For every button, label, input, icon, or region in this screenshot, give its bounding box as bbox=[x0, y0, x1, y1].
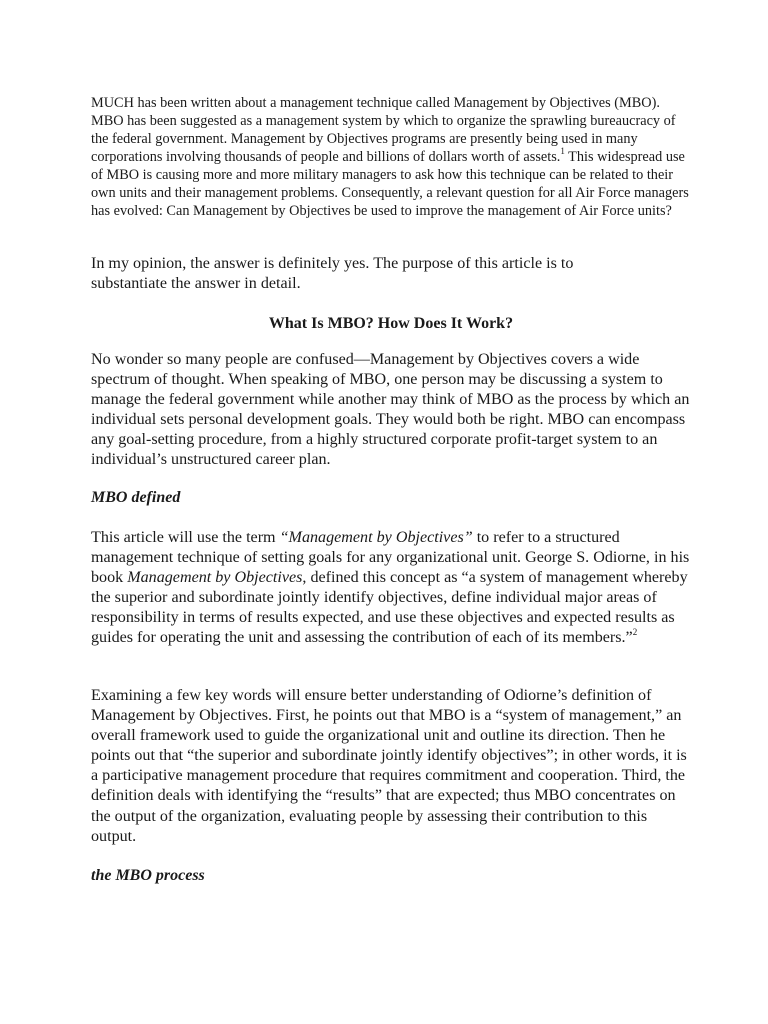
mbo-defined-heading: MBO defined bbox=[91, 489, 181, 506]
section-heading: What Is MBO? How Does It Work? bbox=[268, 315, 514, 332]
intro-paragraph bbox=[91, 94, 691, 220]
keywords-paragraph: Examining a few key words will ensure better understanding of Odiorne’s definition of Management by Objectives. First, he points out that MBO is a “system of management,” an overall framework used to guide the organizational unit and outline its direction. Then he points out that “the superior and subordinate jointly identify objectives”; in other words, it is a participative management procedure that requires commitment and cooperation. Third, the definition deals with identifying the “results” that are expected; thus MBO concentrates on the output of the organization, evaluating people by assessing their contribution to this output. bbox=[91, 687, 687, 845]
defined-paragraph bbox=[91, 528, 691, 649]
defined-text-a: This article will use the term bbox=[91, 529, 280, 546]
opinion-paragraph: In my opinion, the answer is definitely yes. The purpose of this article is to substantiate the answer in detail. bbox=[91, 255, 574, 293]
confused-paragraph: No wonder so many people are confused—Management by Objectives covers a wide spectrum of thought. When speaking of MBO, one person may be discussing a system to manage the federal government while another may think of MBO as the process by which an individual sets personal development goals. They would both be right. MBO can encompass any goal-setting procedure, from a highly structured corporate profit-target system to an individual’s unstructured career plan. bbox=[91, 351, 690, 469]
document-page bbox=[91, 94, 691, 884]
defined-term-italic: “Management by Objectives” bbox=[279, 529, 473, 546]
defined-text-c: , defined this concept as “a system of management whereby the superior and subordinate jointly identify objectives, define individual major areas of responsibility in terms of results expected, and use these objectives and expected results as guides for operating the unit and assessing the contribution of each of its members.” bbox=[91, 569, 688, 647]
defined-text-b: to refer to a structured management technique of setting goals for any organizational unit. George S. Odiorne, in his book bbox=[91, 529, 690, 587]
mbo-process-heading: the MBO process bbox=[91, 867, 205, 884]
intro-text-a: MUCH has been written about a management technique called Management by Objectives (MBO). MBO has been suggested as a management system by which to organize the sprawling bureaucracy of the federal government. Management by Objectives programs are presently being used in many corporations involving thousands of people and billions of dollars worth of assets. bbox=[91, 95, 676, 165]
footnote-1-marker: 1 bbox=[560, 146, 565, 157]
book-title-italic: Management by Objectives bbox=[127, 569, 303, 587]
footnote-2-marker: 2 bbox=[632, 627, 638, 638]
intro-text-b: This widespread use of MBO is causing more and more military managers to ask how this technique can be related to their own units and their management problems. Consequently, a relevant question for all Air Force managers has evolved: Can Management by Objectives be used to improve the management of Air Force units? bbox=[91, 149, 689, 219]
